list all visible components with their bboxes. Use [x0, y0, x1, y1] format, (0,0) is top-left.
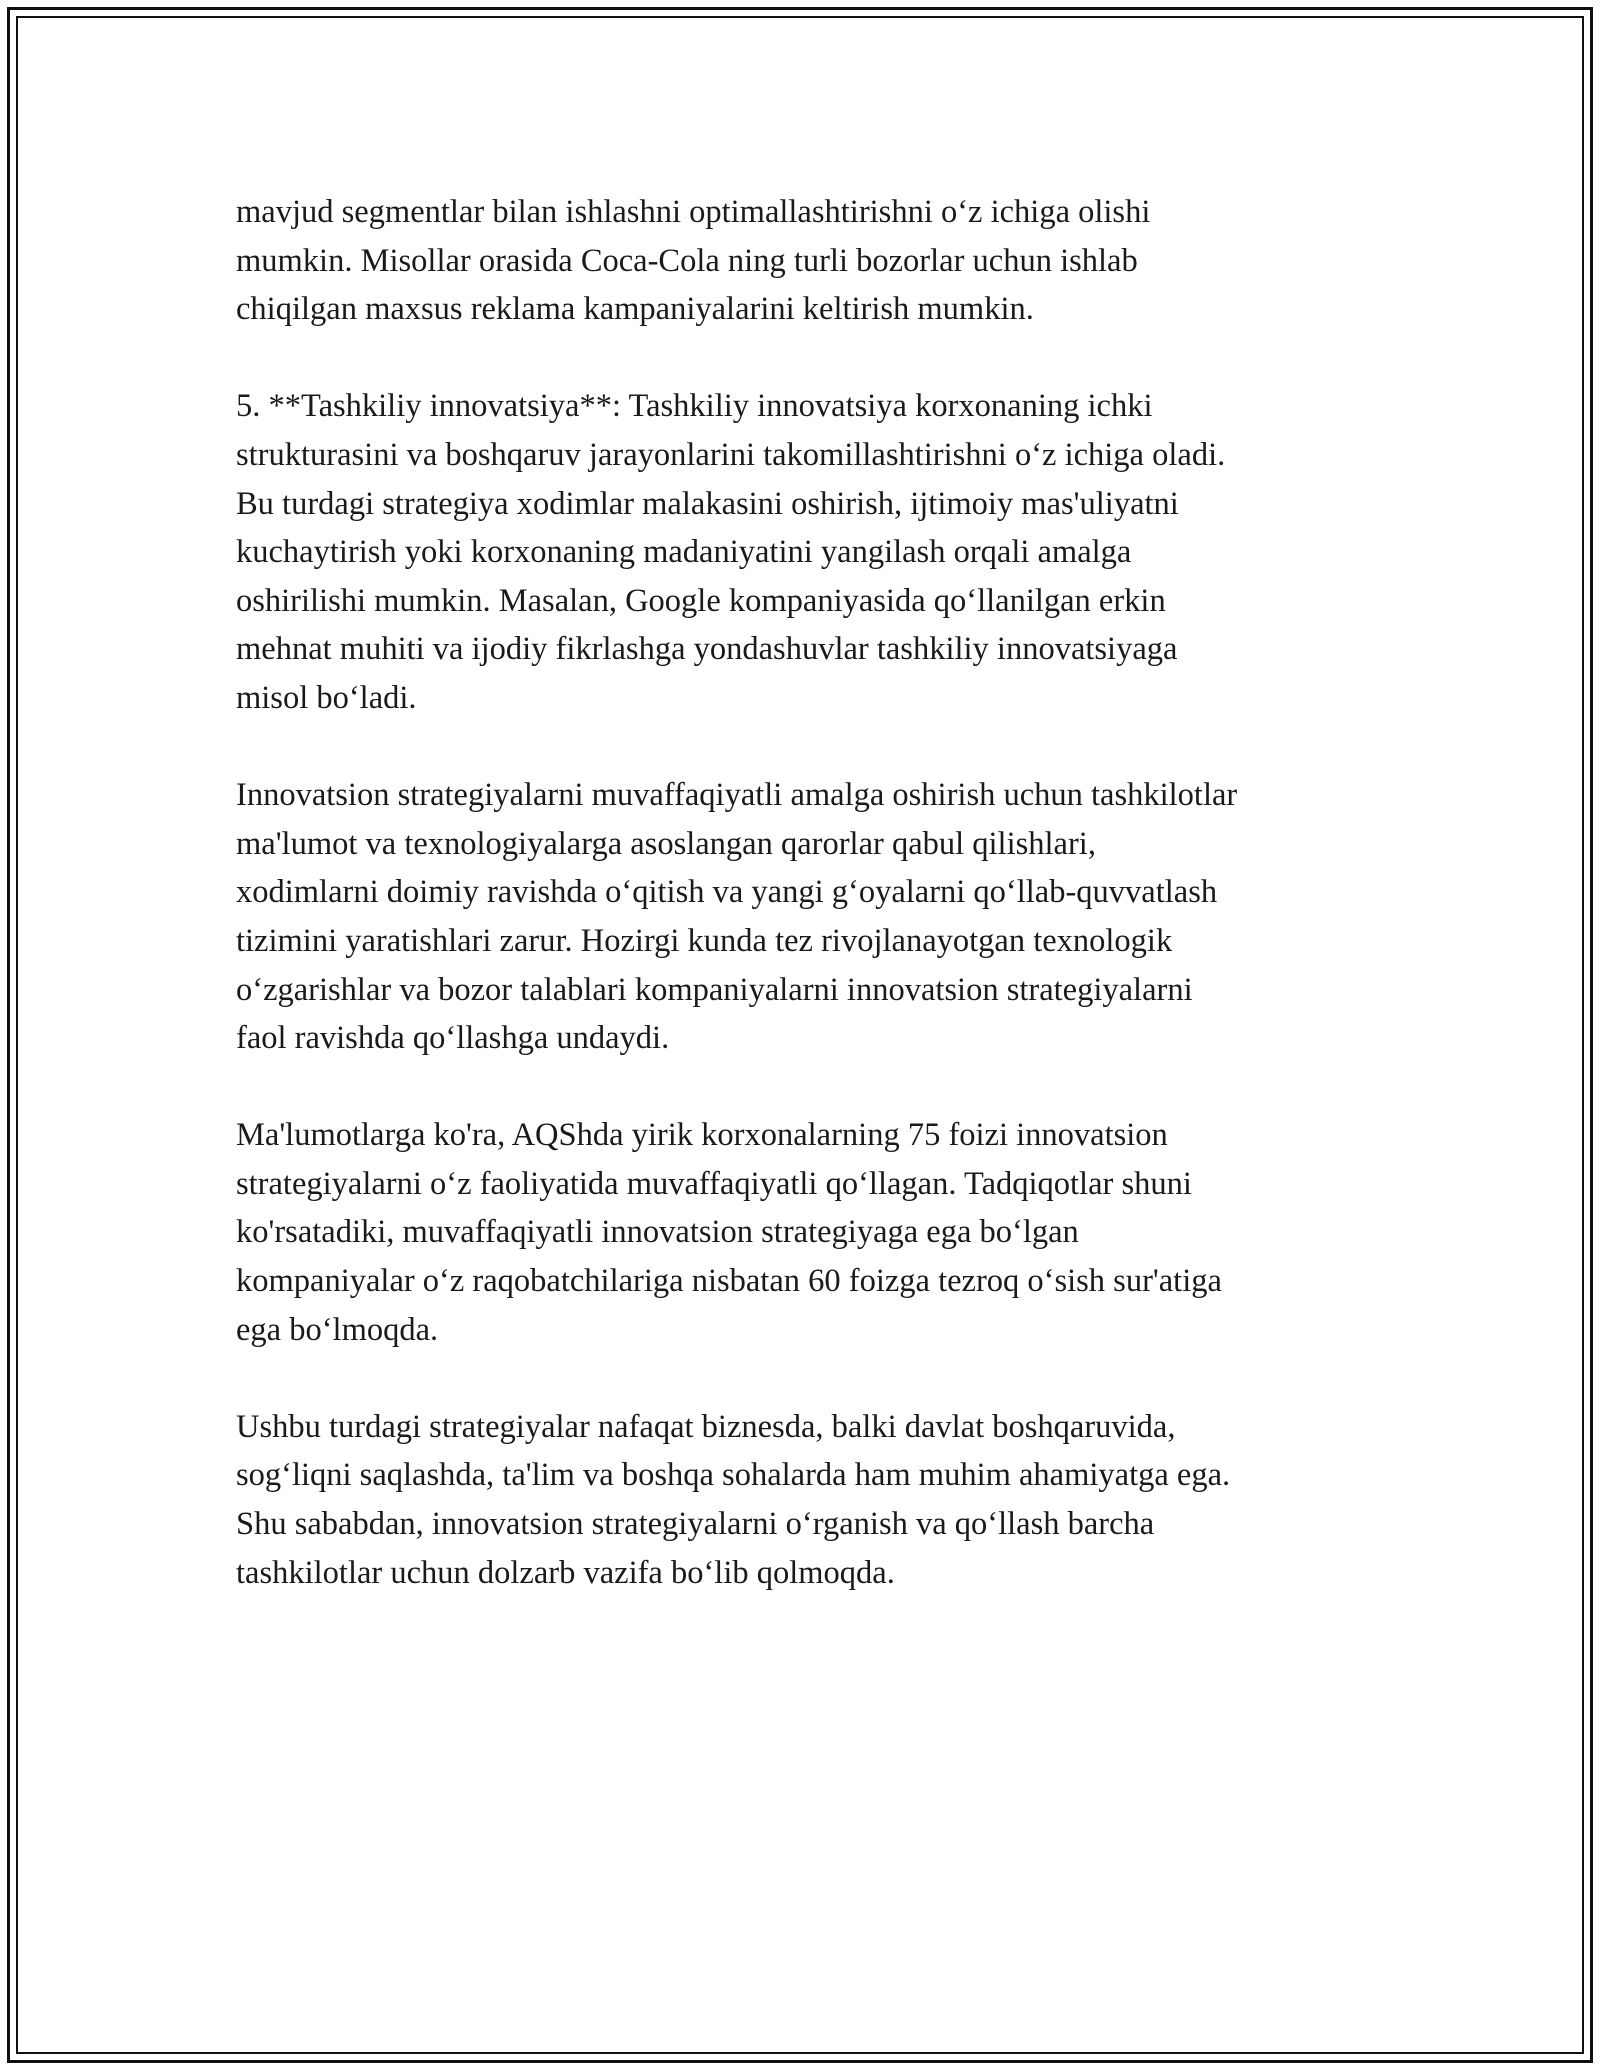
paragraph-organizational-innovation: 5. **Tashkiliy innovatsiya**: Tashkiliy innovatsiya korxonaning ichki strukturasini va boshqaruv jarayonlarini takomillashtirishni o‘z ichiga oladi. Bu turdagi strategiya xodimlar malakasini oshirish, ijtimoiy mas'uliyatni kuchaytirish yoki korxonaning madaniyatini yangilash orqali amalga oshirilishi mumkin. Masalan, Google kompaniyasida qo‘llanilgan erkin mehnat muhiti va ijodiy fikrlashga yondashuvlar tashkiliy innovatsiyaga misol bo‘ladi. [236, 388, 1226, 716]
paragraph-statistics: Ma'lumotlarga ko'ra, AQShda yirik korxonalarning 75 foizi innovatsion strategiyalarni o‘z faoliyatida muvaffaqiyatli qo‘llagan. Tadqiqotlar shuni ko'rsatadiki, muvaffaqiyatli innovatsion strategiyaga ega bo‘lgan kompaniyalar o‘z raqobatchilariga nisbatan 60 foizga tezroq o‘sish sur'atiga ega bo‘lmoqda. [236, 1117, 1222, 1348]
paragraph-conclusion: Ushbu turdagi strategiyalar nafaqat biznesda, balki davlat boshqaruvida, sog‘liqni saqlashda, ta'lim va boshqa sohalarda ham muhim ahamiyatga ega. Shu sababdan, innovatsion strategiyalarni o‘rganish va qo‘llash barcha tashkilotlar uchun dolzarb vazifa bo‘lib qolmoqda. [236, 1408, 1231, 1591]
paragraph-segment-optimization: mavjud segmentlar bilan ishlashni optimallashtirishni o‘z ichiga olishi mumkin. Misollar orasida Coca-Cola ning turli bozorlar uchun ishlab chiqilgan maxsus reklama kampaniyalarini keltirish mumkin. [236, 194, 1151, 328]
document-body [236, 188, 1386, 1646]
paragraph-implementation-requirements: Innovatsion strategiyalarni muvaffaqiyatli amalga oshirish uchun tashkilotlar ma'lumot va texnologiyalarga asoslangan qarorlar qabul qilishlari, xodimlarni doimiy ravishda o‘qitish va yangi g‘oyalarni qo‘llab-quvvatlash tizimini yaratishlari zarur. Hozirgi kunda tez rivojlanayotgan texnologik o‘zgarishlar va bozor talablari kompaniyalarni innovatsion strategiyalarni faol ravishda qo‘llashga undaydi. [236, 777, 1238, 1057]
